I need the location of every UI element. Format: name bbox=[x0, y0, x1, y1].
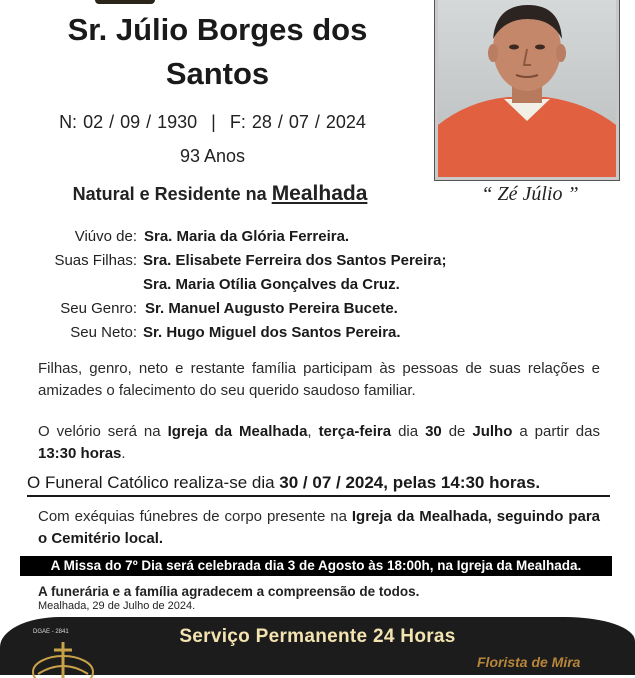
exequies-part: Com exéquias fúnebres de corpo presente na bbox=[38, 508, 352, 525]
family-label: Seu Neto: bbox=[70, 324, 137, 341]
life-dates bbox=[0, 112, 425, 133]
wake-part: a partir das bbox=[512, 423, 600, 440]
exequies-text bbox=[38, 506, 600, 550]
thanks-text: A funerária e a família agradecem a compreensão de todos. bbox=[38, 584, 420, 599]
family-label: Seu Genro: bbox=[60, 300, 137, 317]
license-number: DGAE - 2841 bbox=[33, 629, 69, 635]
family-value: Sra. Maria da Glória Ferreira. bbox=[144, 228, 350, 245]
wake-part: dia bbox=[391, 423, 426, 440]
florist-name: Florista de Mira bbox=[477, 654, 581, 670]
wake-place: Igreja da Mealhada bbox=[167, 423, 308, 440]
top-ornament bbox=[95, 0, 155, 4]
funeral-time: , pelas 14:30 horas. bbox=[383, 473, 541, 492]
wake-text bbox=[38, 421, 600, 465]
residence-prefix: Natural e Residente na bbox=[72, 184, 272, 204]
wake-part: , bbox=[307, 423, 319, 440]
wake-time: 13:30 horas bbox=[38, 445, 122, 462]
mass-banner: A Missa do 7º Dia será celebrada dia 3 de Agosto às 18:00h, na Igreja da Mealhada. bbox=[20, 556, 612, 576]
family-label: Suas Filhas: bbox=[54, 252, 137, 269]
residence-place: Mealhada bbox=[271, 182, 368, 205]
birth-date: N: 02 / 09 / 1930 bbox=[59, 112, 198, 132]
funeral-underline bbox=[27, 495, 610, 497]
date-separator: | bbox=[211, 112, 216, 132]
funeral-part: O Funeral Católico realiza-se dia bbox=[27, 473, 280, 492]
portrait-photo bbox=[435, 0, 619, 180]
wake-day: terça-feira bbox=[318, 423, 392, 440]
announcement-text: Filhas, genro, neto e restante família participam às pessoas de suas relações e amizades o falecimento do seu querido saudoso familiar. bbox=[38, 360, 600, 399]
dateline: Mealhada, 29 de Julho de 2024. bbox=[38, 600, 196, 612]
portrait-image bbox=[438, 0, 616, 177]
age: 93 Anos bbox=[179, 146, 246, 166]
residence bbox=[0, 182, 440, 206]
nickname: “ Zé Júlio ” bbox=[481, 183, 579, 205]
wake-date: 30 bbox=[425, 423, 442, 440]
funeral-text bbox=[27, 473, 610, 493]
funeral-date: 30 / 07 / 2024 bbox=[279, 473, 384, 492]
family-value: Sr. Hugo Miguel dos Santos Pereira. bbox=[143, 324, 401, 341]
service-hours: Serviço Permanente 24 Horas bbox=[179, 626, 456, 647]
deceased-name: Sr. Júlio Borges dos Santos bbox=[67, 12, 368, 91]
family-value: Sra. Maria Otília Gonçalves da Cruz. bbox=[143, 276, 400, 293]
wake-part: . bbox=[121, 445, 126, 462]
wake-part: de bbox=[441, 423, 473, 440]
wake-part: O velório será na bbox=[38, 423, 168, 440]
death-date: F: 28 / 07 / 2024 bbox=[229, 112, 366, 132]
wake-month: Julho bbox=[472, 423, 513, 440]
family-value: Sra. Elisabete Ferreira dos Santos Pereira; bbox=[143, 252, 447, 269]
family-label: Viúvo de: bbox=[74, 228, 137, 245]
family-value: Sr. Manuel Augusto Pereira Bucete. bbox=[145, 300, 398, 317]
exequies-part: , seguindo para o Cemitério local. bbox=[38, 508, 601, 547]
exequies-place: Igreja da Mealhada bbox=[351, 508, 488, 525]
